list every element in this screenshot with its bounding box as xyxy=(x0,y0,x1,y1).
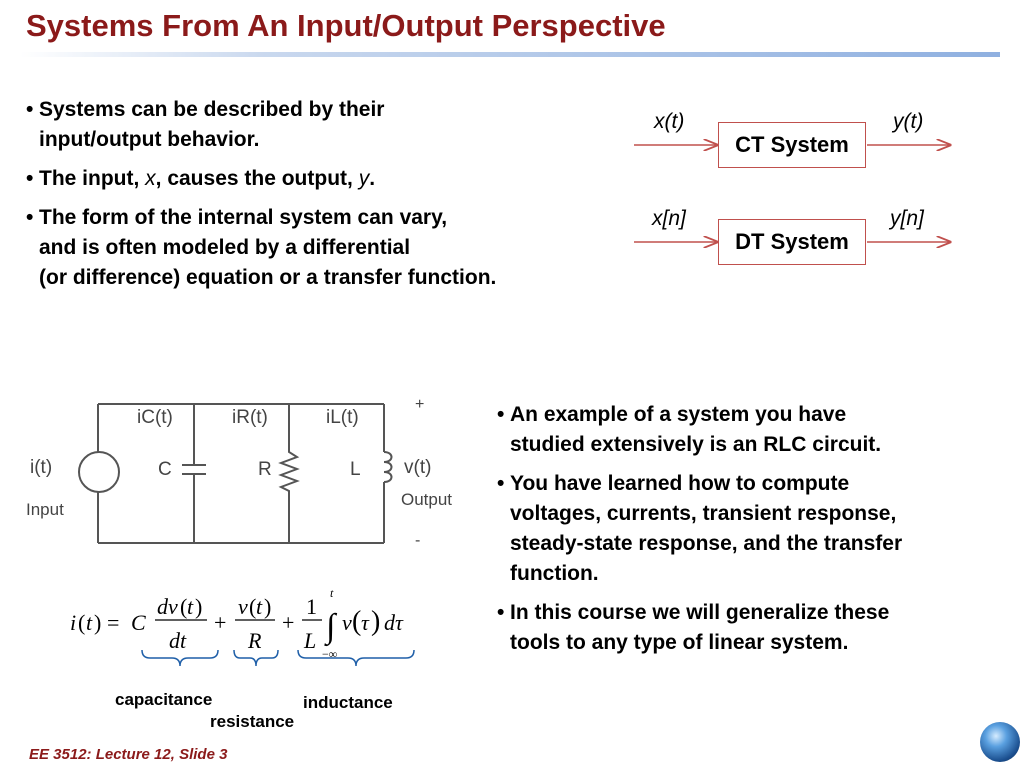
bullet-line: • You have learned how to compute xyxy=(510,472,850,495)
bullet-item xyxy=(497,469,1007,589)
ct-output-label: y(t) xyxy=(893,110,924,133)
ind-current-label: iL(t) xyxy=(326,407,359,428)
capacitance-label: capacitance xyxy=(115,690,213,709)
bullet-line: • An example of a system you have xyxy=(510,403,847,426)
svg-text:): ) xyxy=(264,594,272,619)
svg-text:−∞: −∞ xyxy=(322,647,338,661)
svg-text:dt: dt xyxy=(169,628,187,653)
capacitor-label: C xyxy=(158,459,172,480)
output-variable: y xyxy=(358,167,370,190)
svg-text:): ) xyxy=(371,606,381,637)
input-variable: x xyxy=(145,167,156,190)
svg-text:v: v xyxy=(238,594,248,619)
bullet-line: • In this course we will generalize these xyxy=(510,601,890,624)
svg-text:t: t xyxy=(330,586,334,600)
svg-text:t: t xyxy=(187,594,194,619)
bullet-line: studied extensively is an RLC circuit. xyxy=(510,433,882,456)
svg-text:τ: τ xyxy=(361,610,369,635)
bullet-line: and is often modeled by a differential xyxy=(39,236,411,259)
svg-text:t: t xyxy=(256,594,263,619)
cap-current-label: iC(t) xyxy=(137,407,173,428)
ct-input-label: x(t) xyxy=(654,110,685,133)
bullet-line: steady-state response, and the transfer xyxy=(510,532,903,555)
svg-text:(: ( xyxy=(78,610,86,635)
svg-text:(: ( xyxy=(352,606,362,637)
svg-text:1: 1 xyxy=(306,594,317,619)
bullet-line: tools to any type of linear system. xyxy=(510,631,849,654)
bullet-text: , causes the output, xyxy=(155,167,359,190)
source-current-label: i(t) xyxy=(30,457,53,478)
bullet-line: function. xyxy=(510,562,599,585)
slide-title: Systems From An Input/Output Perspective xyxy=(26,8,666,43)
svg-text:dτ: dτ xyxy=(384,610,403,635)
resistance-label: resistance xyxy=(210,712,295,731)
inductor-label: L xyxy=(350,459,361,480)
svg-text:L: L xyxy=(304,628,317,653)
svg-text:(: ( xyxy=(180,594,188,619)
bullet-item xyxy=(497,598,1007,658)
ct-system-box: CT System xyxy=(718,122,866,168)
inductance-label: inductance xyxy=(303,693,393,712)
svg-text:dv: dv xyxy=(157,594,178,619)
voltage-label: v(t) xyxy=(404,457,432,478)
resistor-label: R xyxy=(258,459,272,480)
svg-text:): ) xyxy=(195,594,203,619)
slide-footer: EE 3512: Lecture 12, Slide 3 xyxy=(29,746,228,763)
output-label: Output xyxy=(401,490,453,509)
svg-text:R: R xyxy=(248,628,262,653)
dt-input-label: x[n] xyxy=(652,207,686,230)
bullet-line: • Systems can be described by their xyxy=(39,98,385,121)
bullet-line: input/output behavior. xyxy=(39,128,260,151)
bullet-line: • The form of the internal system can vary, xyxy=(39,206,448,229)
svg-text:i: i xyxy=(70,610,77,635)
bullet-line: (or difference) equation or a transfer function. xyxy=(39,266,497,289)
svg-text:=: = xyxy=(107,610,120,635)
svg-text:v: v xyxy=(342,610,352,635)
right-bullet-list xyxy=(497,400,1007,667)
res-current-label: iR(t) xyxy=(232,407,268,428)
svg-text:+: + xyxy=(214,610,227,635)
svg-text:(: ( xyxy=(249,594,257,619)
minus-sign: - xyxy=(415,532,421,549)
svg-text:∫: ∫ xyxy=(326,608,336,645)
bullet-line: voltages, currents, transient response, xyxy=(510,502,897,525)
bullet-text: . xyxy=(369,167,376,190)
bullet-text: The input, xyxy=(39,167,146,190)
globe-logo-icon xyxy=(980,722,1020,762)
bullet-item xyxy=(497,400,1007,460)
dt-output-label: y[n] xyxy=(890,207,924,230)
plus-sign: + xyxy=(415,396,425,413)
svg-text:+: + xyxy=(282,610,295,635)
dt-system-box: DT System xyxy=(718,219,866,265)
input-label: Input xyxy=(26,500,64,519)
svg-text:t: t xyxy=(86,610,93,635)
svg-text:C: C xyxy=(131,610,146,635)
svg-text:): ) xyxy=(94,610,102,635)
